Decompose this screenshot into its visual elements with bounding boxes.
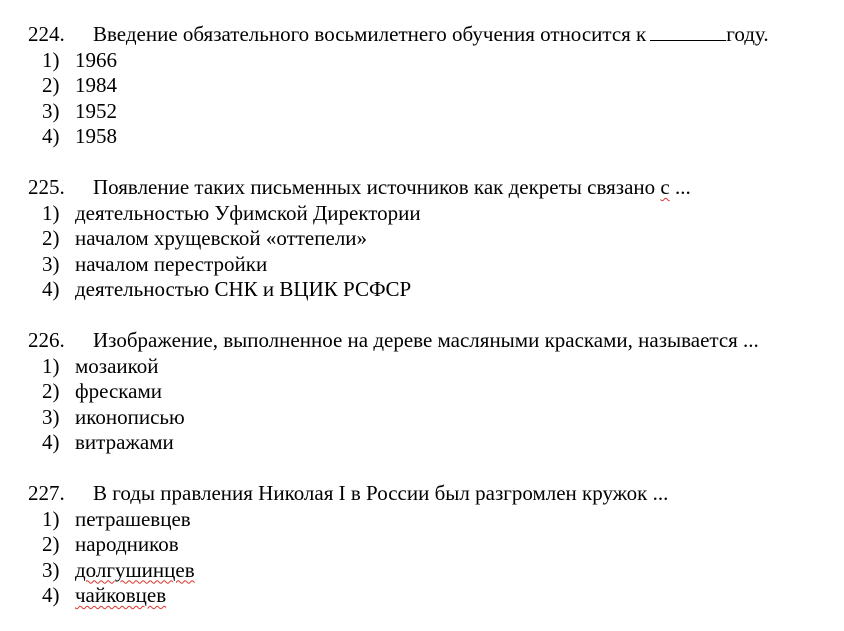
question-text-before-blank: Введение обязательного восьмилетнего обучения относится к <box>93 22 647 46</box>
question-227 <box>28 481 828 609</box>
question-text: В годы правления Николая I в России был разгромлен кружок ... <box>93 481 669 505</box>
option-text: народников <box>75 532 179 556</box>
option-number: 1) <box>42 200 60 225</box>
option-text: началом хрущевской «оттепели» <box>75 226 368 250</box>
question-number: 227. <box>28 481 65 505</box>
option-4 <box>28 277 828 303</box>
option-3 <box>28 558 828 584</box>
option-number: 1) <box>42 506 60 531</box>
question-line <box>28 481 828 507</box>
question-226 <box>28 328 828 456</box>
option-number: 4) <box>42 583 60 607</box>
option-text: иконописью <box>75 404 185 429</box>
question-line <box>28 175 828 201</box>
question-text-main: Появление таких письменных источников как декреты связано <box>93 175 656 199</box>
option-3 <box>28 99 828 125</box>
option-1 <box>28 48 828 74</box>
question-number: 225. <box>28 175 65 199</box>
option-number: 1) <box>42 353 60 378</box>
option-1 <box>28 201 828 227</box>
option-1 <box>28 507 828 533</box>
question-225 <box>28 175 828 303</box>
option-text: 1966 <box>75 47 117 72</box>
option-text: 1958 <box>75 124 117 148</box>
option-text: петрашевцев <box>75 506 191 531</box>
option-number: 3) <box>42 98 60 123</box>
option-number: 3) <box>42 557 60 582</box>
option-text: чайковцев <box>75 583 167 607</box>
question-text <box>93 175 691 201</box>
option-number: 2) <box>42 73 60 97</box>
option-2 <box>28 532 828 558</box>
option-4 <box>28 583 828 609</box>
question-line <box>28 328 828 354</box>
question-text-ellipsis: ... <box>674 175 691 199</box>
option-text: витражами <box>75 430 174 454</box>
option-text: 1984 <box>75 73 117 97</box>
option-3 <box>28 405 828 431</box>
option-number: 3) <box>42 404 60 429</box>
option-text: долгушинцев <box>75 557 195 582</box>
option-number: 4) <box>42 124 60 148</box>
question-224 <box>28 22 828 150</box>
option-number: 2) <box>42 532 60 556</box>
option-4 <box>28 124 828 150</box>
option-2 <box>28 226 828 252</box>
option-text: началом перестройки <box>75 251 268 276</box>
option-text: 1952 <box>75 98 117 123</box>
option-text: деятельностью Уфимской Директории <box>75 200 421 225</box>
question-text: Изображение, выполненное на дереве масляными красками, называется ... <box>93 328 759 352</box>
spellcheck-flagged-word: с <box>660 175 670 199</box>
option-number: 2) <box>42 226 60 250</box>
option-1 <box>28 354 828 380</box>
option-2 <box>28 73 828 99</box>
option-text: деятельностью СНК и ВЦИК РСФСР <box>75 277 412 301</box>
option-number: 4) <box>42 430 60 454</box>
question-text <box>93 22 769 48</box>
option-3 <box>28 252 828 278</box>
option-number: 2) <box>42 379 60 403</box>
option-number: 4) <box>42 277 60 301</box>
option-text: фресками <box>75 379 163 403</box>
question-number: 226. <box>28 328 65 352</box>
option-text: мозаикой <box>75 353 159 378</box>
option-2 <box>28 379 828 405</box>
question-text-after-blank: году. <box>726 22 769 46</box>
question-number: 224. <box>28 22 65 46</box>
option-number: 1) <box>42 47 60 72</box>
answer-blank <box>650 23 726 41</box>
option-4 <box>28 430 828 456</box>
option-number: 3) <box>42 251 60 276</box>
question-line <box>28 22 828 48</box>
